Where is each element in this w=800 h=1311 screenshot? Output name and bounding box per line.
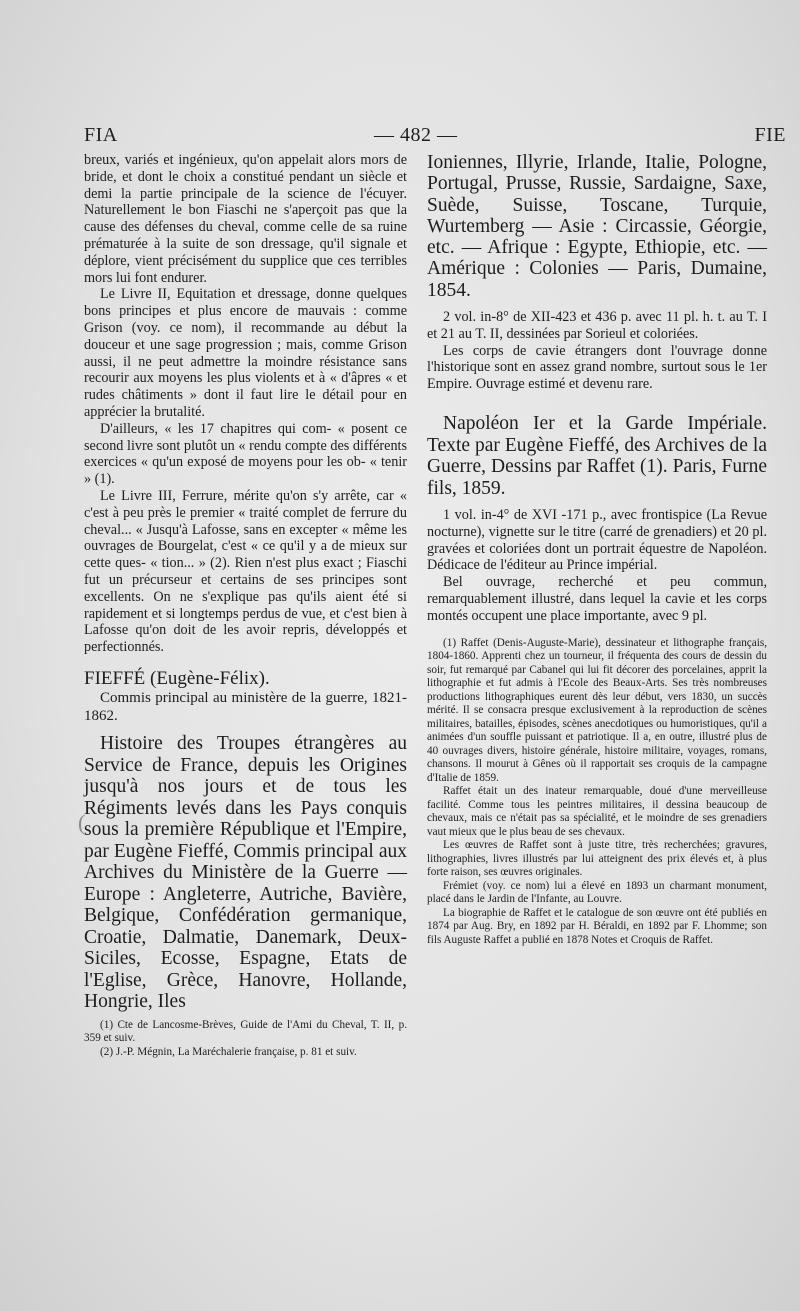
entry-subheading: Commis principal au ministère de la guerre, 1821-1862. — [84, 690, 407, 725]
description: Les corps de cavie étrangers dont l'ouvrage donne l'historique sont en assez grand nombre, surtout sous le 1er Empire. Ouvrage estimé et devenu rare. — [427, 342, 767, 393]
footnote: (1) Raffet (Denis-Auguste-Marie), dessinateur et lithographe français, 1804-1860. Apprenti chez un tourneur, il fréquenta des cours de dessin du soir, fut remarqué par Cabanel qui lui fit décorer des porcelaines, apprit la lithographie et fut admis à l'Ecole des Beaux-Arts. Ses très nombreuses productions lithographiques eurent dès leur début, vers 1830, un succès mérité. Il se consacra presque exclusivement à la reproduction de scènes militaires, batailles, épisodes, scènes anecdotiques ou humoristiques, qu'il a animées d'un souffle puissant et patriotique. Il a, en outre, illustré plus de 40 ouvrages divers, histoire générale, histoire militaire, voyages, romans, chansons. Il mourut à Gênes où il rapportait ses croquis de la campagne d'Italie de 1859. — [427, 636, 767, 784]
paragraph: Le Livre III, Ferrure, mérite qu'on s'y arrête, car « c'est à peu près le premier « traité complet de ferrure du cheval... « Jusqu'à Lafosse, sans en excepter « même les ouvrages de Bourgelat, c'est « ce qu'il y a de mieux sur cette ques- « tion... » (2). Rien n'est plus exact ; Fiaschi fut un précurseur et certains de ses principes sont excellents. On ne s'explique pas qu'ils aient été si rapidement et si longtemps perdus de vue, et c'est bien à Lafosse qu'on doit de les avoir repris, développés et perfectionnés. — [84, 487, 407, 656]
right-column — [427, 152, 767, 947]
left-column — [84, 152, 407, 1059]
footnote: Les œuvres de Raffet sont à juste titre, très recherchées; gravures, lithographies, livres illustrés par lui atteignent des prix élevés et, à plus forte raison, ses œuvres originales. — [427, 839, 767, 879]
page-number: — 482 — — [374, 124, 458, 146]
footnote: (2) J.-P. Mégnin, La Maréchalerie française, p. 81 et suiv. — [100, 1045, 357, 1058]
footnote: Frémiet (voy. ce nom) lui a élevé en 1893 un charmant monument, placé dans le Jardin de l'Infante, au Louvre. — [427, 879, 767, 906]
paragraph: breux, variés et ingénieux, qu'on appelait alors mors de bride, et dont le choix a constitué pendant un siècle et demi la partie principale de la science de l'écuyer. Naturellement le bon Fiaschi ne s'aperçoit pas que la cause des défenses du cheval, comme celle de sa ruine prématurée à la suite de son dressage, qu'il signale et déplore, vient précisément du supplice que ces terribles mors lui font endurer. — [84, 152, 407, 286]
header-right-guide-word: FIE — [754, 124, 786, 146]
footnote: (1) Cte de Lancosme-Brèves, Guide de l'Ami du Cheval, T. II, p. 359 et suiv. — [84, 1018, 407, 1045]
description: 1 vol. in-4° de XVI -171 p., avec frontispice (La Revue nocturne), vignette sur le titre (carré de grenadiers) et 20 pl. gravées et coloriées dont un portrait équestre de Napoléon. Dédicace de l'éditeur au Prince impérial. — [427, 507, 767, 574]
book-title: Histoire des Troupes étrangères au Service de France, depuis les Origines jusqu'à nos jours et de tous les Régiments levés dans les Pays conquis sous la première République et l'Empire, par Eugène Fieffé, Commis principal aux Archives du Ministère de la Guerre — Europe : Angleterre, Autriche, Bavière, Belgique, Confédération germanique, Croatie, Dalmatie, Danemark, Deux-Siciles, Ecosse, Espagne, Etats de l'Eglise, Grèce, Hanovre, Hollande, Hongrie, Iles — [84, 733, 407, 1013]
margin-mark: ( — [78, 810, 86, 835]
footnotes — [84, 1019, 407, 1060]
book-title-2: Napoléon Ier et la Garde Impériale. Texte par Eugène Fieffé, des Archives de la Guerre, Dessins par Raffet (1). Paris, Furne fils, 1859. — [427, 413, 767, 499]
description: Bel ouvrage, recherché et peu commun, remarquablement illustré, dans lequel la cavie et les corps montés occupent une place importante, avec 9 pl. — [427, 574, 767, 624]
footnote: Raffet était un des inateur remarquable, doué d'une merveilleuse facilité. Comme tous les peintres militaires, il dessina beaucoup de chevaux, mais ce n'était pas sa spécialité, et le moindre de ses grenadiers vaut mieux que le plus beau de ses chevaux. — [427, 785, 767, 838]
footnotes — [427, 637, 767, 948]
paragraph: D'ailleurs, « les 17 chapitres qui com- « posent ce second livre sont plutôt un « rendu compte des différents exercices « qu'un exposé de moyens pour les ob- « tenir » (1). — [84, 420, 407, 488]
page-header — [84, 124, 794, 154]
description: 2 vol. in-8° de XII-423 et 436 p. avec 11 pl. h. t. au T. I et 21 au T. II, dessinées par Sorieul et coloriées. — [427, 309, 767, 342]
footnote: La biographie de Raffet et le catalogue de son œuvre ont été publiés en 1874 par Aug. Bry, en 1892 par H. Béraldi, en 1892 par F. Lhomme; son fils Auguste Raffet a publié en 1878 Notes et Croquis de Raffet. — [427, 906, 767, 946]
paragraph: Le Livre II, Equitation et dressage, donne quelques bons principes et plus encore de mauvais : comme Grison (voy. ce nom), il recommande au début la douceur et une sage progression ; mais, comme Grison aussi, il ne peut admettre la moindre résistance sans recourir aux moyens les plus violents et à « d'âpres « et rudes châtiments » dont il faut lire le détail pour en apprécier la brutalité. — [84, 286, 407, 420]
entry-heading: FIEFFÉ (Eugène-Félix). — [84, 667, 270, 689]
book-title-continued: Ioniennes, Illyrie, Irlande, Italie, Pologne, Portugal, Prusse, Russie, Sardaigne, Saxe, Suède, Suisse, Toscane, Turquie, Wurtemberg — Asie : Circassie, Géorgie, etc. — Afrique : Egypte, Ethiopie, etc. — Amérique : Colonies — Paris, Dumaine, 1854. — [427, 152, 767, 301]
header-left-guide-word: FIA — [84, 124, 118, 146]
